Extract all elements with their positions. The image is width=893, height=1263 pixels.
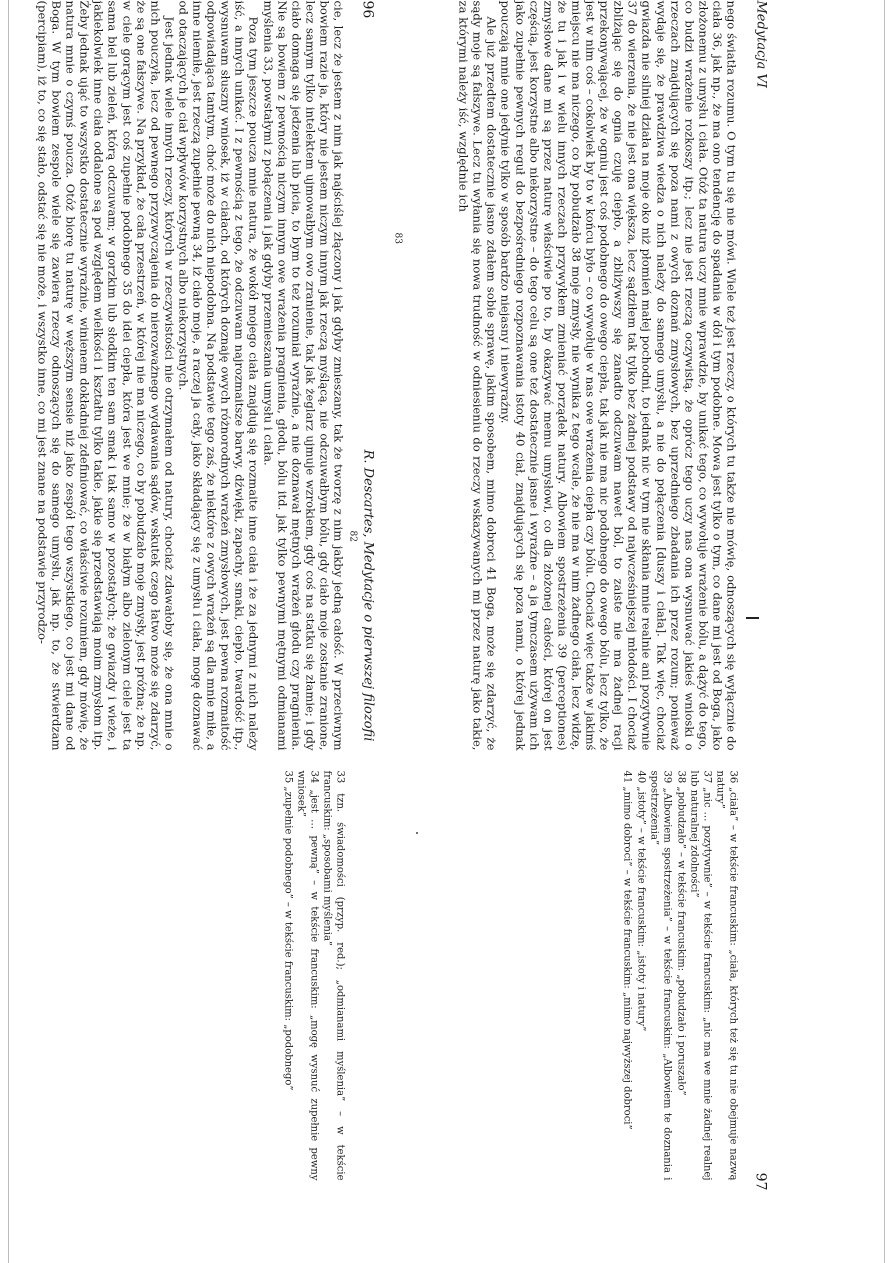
page-number: 97 [752,1172,769,1191]
paragraph: nego światła rozumu. O tym tu się nie mówi. Wiele też jest rzeczy, o których tu także nie mówię, odnoszących się wyłącznie do ciała 36, jak np., że ma ono tendencję do spadania w dół i tym podobne. Mowa jest tylko o tym, co dane mi jest od Boga, jako złożonemu z umysłu i ciała. Otóż ta natura uczy mnie wprawdzie, by unikać tego, co wywołuje wrażenie bólu, a dążyć do tego, co budzi wrażenie rozkoszy itp.; lecz nie jest rzeczą oczywistą, że oprócz tego uczy nas ona wysnuwać jakieś wnioski o rzeczach znajdujących się poza nami z owych doznań zmysłowych, bez uprzedniego zbadania ich przez rozum; ponieważ wydaje się, że prawdziwa wiedza o nich należy do samego umysłu, a nie do połączenia [duszy i ciała]. Tak więc, chociaż gwiazda nie silniej działa na moje oko niż płomień małej pochodni, to jednak nic w tym nie skłania mnie realnie ani pozytywnie 37 do wierzenia, że nie jest ona większa, lecz sądziłem tak tylko bez żadnej podstawy od najwcześniejszej młodości. I chociaż zbliżając się do ognia czuję ciepło, a zbliżywszy się zanadto odczuwam nawet ból, to zaiste nie ma żadnej racji przekonywającej, że w ogniu jest coś podobnego do owego ciepła, tak jak nie ma nic podobnego do owego bólu, lecz tylko, że jest w nim coś – cokolwiek by to w końcu było – co wywołuje w nas owe wrażenia ciepła czy bólu. Chociaż więc także w jakimś miejscu nie ma niczego, co by pobudzało 38 moje zmysły, nie wynika z tego wcale, że nie ma w nim żadnego ciała, lecz widzę, że tu i jak i w wielu innych rzeczach przywykłem zmieniać porządek natury. Albowiem spostrzeżenia 39 (perceptiones) zmysłowe dane mi są przez naturę właściwie po to, by okazywać memu umysłowi, co dla złożonej całości, której on jest częścią, jest korzystne albo niekorzystne – do tego celu są one też dostatecznie jasne i wyraźne – a ja tymczasem używam ich jako zupełnie pewnych reguł do bezpośredniego rozpoznawania istoty 40 ciał, znajdujących się poza nami, o której jednak pouczają mnie one jedynie tylko w sposób bardzo niejasny i niewyraźny. [499,0,739,751]
footnote: 38 „pobudzało” – w tekście francuskim: „pobudzało i poruszało” [675,770,687,1096]
running-head-title: Medytacja VI [753,0,769,88]
footnote: 33 tzn. świadomości (przyp. red.); „odmianami myślenia” – w tekście francuskim: „sposobami myślenia” [321,770,346,1181]
page-96 [1,1,376,1191]
footnote: 35 „zupełnie podobnego” – w tekście francuskim: „podobnego” [282,770,294,1091]
gutter-mark [746,617,772,619]
running-head [747,1,769,1191]
paragraph: Ale już przedtem dostatecznie jasno zdałem sobie sprawę, jakim sposobem, mimo dobroci 41 Boga, może się zdarzyć, że sądy moje są fałszywe. Lecz tu wyłania się nowa trudność w odniesieniu do rzeczy wskazywanych mi przez naturę jako takie, za którymi należy iść, względnie ich [456,0,499,751]
margin-number: 83 [392,232,403,244]
paragraph: cie, lecz że jestem z nim jak najściślej złączony i jak gdyby zmieszany, tak że tworzę z nim jakby jedną całość. W przeciwnym bowiem razie ja, który nie jestem niczym innym jak rzeczą myślącą, nie odczuwałbym bólu, gdy ciało moje zostanie zranione, lecz samym tylko intelektem ujmowałbym owo zranienie, tak jak żeglarz ujmuje wzrokiem, gdy coś na statku się złamie; i gdy ciało domaga się jedzenia lub picia, to bym to też rozumiał wyraźnie, a nie doznawał mętnych wrażeń głodu czy pragnienia. Nie są bowiem z pewnością niczym innym owe wrażenia pragnienia, głodu, bólu itd. jak tylko pewnymi mętnymi odmianami myślenia 33, powstałymi z połączenia i jak gdyby przemieszania umysłu i ciała. [261,0,346,751]
margin-number: 82 [347,530,358,542]
footnotes [619,771,738,1181]
scan-speck [416,832,418,834]
paragraph: Jest jednak wiele innych rzeczy, których w rzeczywistości nie otrzymałem od natury, chociaż zdawałoby się, że ona mnie o nich pouczyła, lecz od pewnego przyzwyczajenia do nierozważnego wydawania sądów, wskutek czego łatwo może się zdarzyć, że są one fałszywe. Na przykład, że cała przestrzeń, w której nie ma niczego, co by pobudzało moje zmysły, jest próżna; że np. w ciele gorącym jest coś zupełnie podobnego 35 do idei ciepła, która jest we mnie; że w białym albo zielonym ciele jest ta sama biel lub zieleń, którą odczuwam; w gorzkim lub słodkim ten sam smak i tak samo w pozostałych; że gwiazdy i wieże, i jakiekolwiek inne ciała oddalone są pod względem wielkości i kształtu tylko takie, jakie się przedstawiają moim zmysłom itp. Żeby jednak ująć to wszystko dostatecznie wyraźnie, winienem dokładniej zdefiniować, co właściwie rozumiem, gdy mówię, że natura mnie o czymś poucza. Otóż biorę tu naturę w węższym sensie niż jako zespół tego wszystkiego, co jest mi dane od Boga. W tym bowiem zespole wiele się zawiera rzeczy odnoszących się do samego umysłu, jak np. to, że stwierdzam (percipiam), iż to, co się stało, odstać się nie może, i wszystko inne, co mi jest znane na podstawie przyrodzo- [35,0,177,751]
footnote: 39 „Albowiem spostrzeżenia” – w tekście francuskim: „Albowiem te doznania i spostrzeżenia” [648,770,673,1181]
page-number: 96 [359,0,376,19]
scan-edge-right [884,0,885,1263]
body-text [457,1,739,751]
footnote: 37 „nic … pozytywnie” – w tekście francuskim: „nic ma we mnie żadnej realnej lub naturalnej zdolności” [688,770,713,1181]
footnotes [280,771,346,1181]
page-97 [394,1,769,1191]
running-head-title: R. Descartes, Medytacje o pierwszej filozofii [360,449,376,742]
footnote: 41 „mimo dobroci” – w tekście francuskim: „mimo najwyższej dobroci” [621,770,633,1130]
paragraph: Poza tym jeszcze poucza mnie natura, że wokół mojego ciała znajdują się rozmaite inne ciała i że za jednymi z nich należy iść, a innych unikać. I z pewnością z tego, że odczuwam najrozmaitsze barwy, dźwięki, zapachy, smaki, ciepło, twardość itp., wysnuwam słuszny wniosek, iż w ciałach, od których doznaję owych różnorodnych wrażeń zmysłowych, jest pewna rozmaitość odpowiadająca tamtym, choć może do nich niepodobna. Na podstawie tego zaś, że niektóre z owych wrażeń są dla mnie miłe, a inne niemiłe, jest rzeczą zupełnie pewną 34, iż ciało moje, a raczej ja cały, jako składający się z umysłu i ciała, mogę doznawać od otaczających je ciał wpływów korzystnych albo niekorzystnych. [176,0,261,751]
running-head [354,1,376,1191]
footnote: 40 „istoty” – w tekście francuskim: „istoty i natury” [635,770,647,1032]
footnote: 34 „jest … pewną” – w tekście francuskim: „mogę wysnuć zupełnie pewny wniosek” [295,770,320,1181]
body-text [35,1,345,751]
footnote: 36 „ciała” – w tekście francuskim: „ciała, których też się tu nie obejmuje nazwą natury” [714,770,739,1181]
